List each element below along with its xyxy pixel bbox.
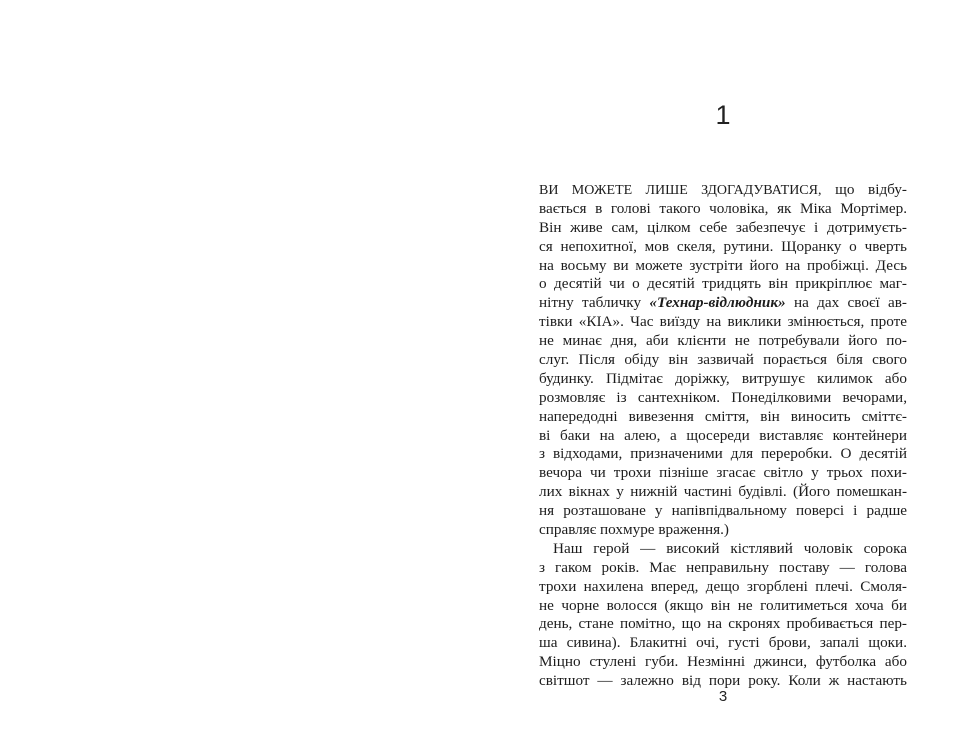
text-line [539, 181, 907, 200]
text-line: ня розташоване у напівпідвальному поверсі і радше [539, 502, 907, 520]
text-line: слуг. Після обіду він зазвичай порається біля свого [539, 351, 907, 369]
text-line: Наш герой — високий кістлявий чоловік сорока [553, 539, 907, 557]
text-line: на восьму ви можете зустріти його на пробіжці. Десь [539, 256, 907, 274]
text-line: день, стане помітно, що на скронях пробивається пер- [539, 615, 907, 633]
text-line: ві баки на алею, а щосереди виставляє контейнери [539, 426, 907, 444]
page-number: 3 [718, 688, 728, 705]
text-run: що відбу- [821, 181, 907, 198]
text-line: ся непохитної, мов скеля, рутини. Щоранку о чверть [539, 237, 907, 255]
text-line: розмовляє із сантехніком. Понеділковими вечорами, [539, 388, 907, 406]
text-line: о десятій чи о десятій тридцять він прикріплює маг- [539, 275, 907, 293]
text-run: нітну табличку [539, 294, 650, 312]
text-line: напередодні вивезення сміття, він виносить сміттє- [539, 407, 907, 425]
text-line: лих вікнах у нижній частині будівлі. (Його помешкан- [539, 483, 907, 501]
text-line: вечора чи трохи пізніше згасає світло у трьох похи- [539, 464, 907, 482]
text-line: будинку. Підмітає доріжку, витрушує килимок або [539, 369, 907, 387]
text-line: справляє похмуре враження.) [539, 521, 729, 539]
text-line: ша сивина). Блакитні очі, густі брови, запалі щоки. [539, 634, 907, 652]
text-line: з гаком років. Має неправильну поставу — голова [539, 558, 907, 576]
chapter-number: 1 [715, 100, 731, 130]
chapter-opening-caps: ВИ МОЖЕТЕ ЛИШЕ ЗДОГАДУВАТИСЯ, [539, 183, 822, 198]
text-line: Міцно стулені губи. Незмінні джинси, футболка або [539, 653, 907, 671]
text-line: світшот — залежно від пори року. Коли ж настають [539, 672, 907, 690]
text-line: не чорне волосся (якщо він не голитиметься хоча би [539, 596, 907, 614]
body-text [539, 181, 907, 691]
text-line: тівки «КІА». Час виїзду на виклики змінюється, проте [539, 313, 907, 331]
text-line [539, 294, 907, 313]
text-run: на дах своєї ав- [785, 294, 907, 312]
text-line: вається в голові такого чоловіка, як Міка Мортімер. [539, 199, 907, 217]
text-line: Він живе сам, цілком себе забезпечує і дотримуєть- [539, 218, 907, 236]
text-line: трохи нахилена вперед, дещо згорблені плечі. Смоля- [539, 577, 907, 595]
emphasized-sign-name: «Технар-відлюдник» [649, 294, 786, 312]
text-line: з відходами, призначеними для переробки. О десятій [539, 445, 907, 463]
text-line: не минає дня, аби клієнти не потребували його по- [539, 332, 907, 350]
